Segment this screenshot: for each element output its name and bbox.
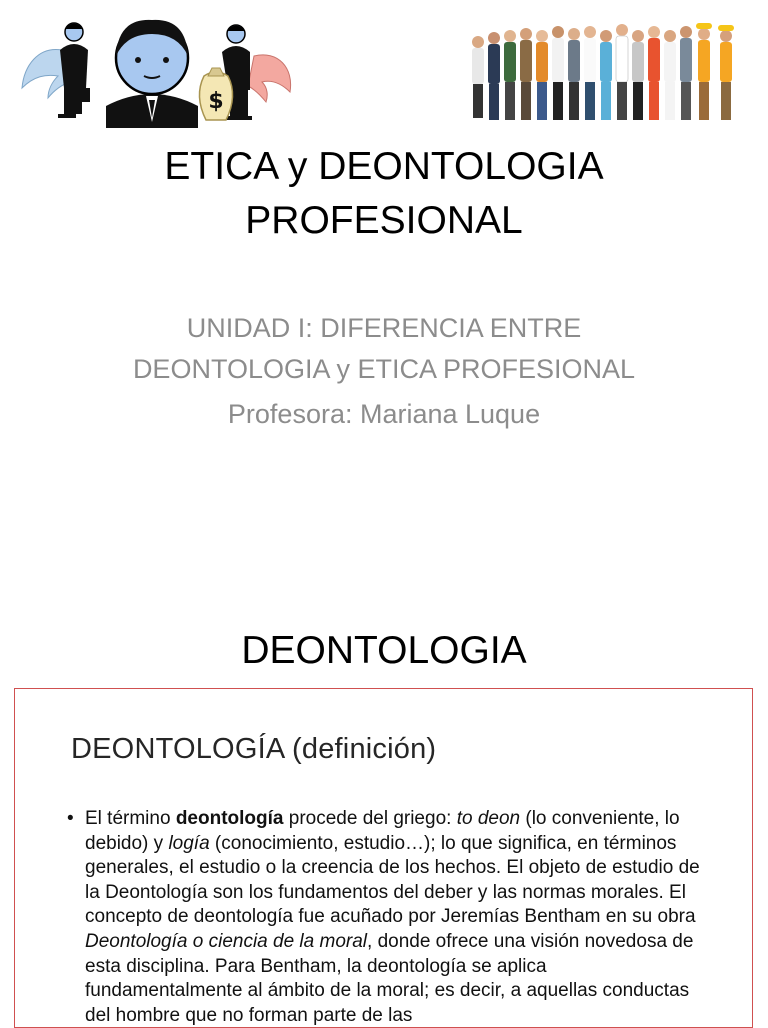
slide-title [84, 140, 684, 248]
term-logia: logía [168, 832, 210, 854]
subtitle-line-2: DEONTOLOGIA y ETICA PROFESIONAL [132, 354, 636, 384]
title-line-1: ETICA y DEONTOLOGIA [164, 145, 604, 188]
text-segment: , donde ofrece una visión novedosa de esta disciplina. Para Bentham, la deontología se aplica fundamentalmente al ámbito de la moral; es decir, a aquellas conductas del hombre que no forman parte de las [85, 930, 694, 1026]
embedded-slide-heading: DEONTOLOGÍA (definición) [71, 733, 437, 765]
embedded-slide-frame [14, 688, 753, 1028]
slide-subtitle [84, 308, 684, 434]
bullet-icon: • [67, 808, 74, 829]
text-segment: procede del griego: [283, 808, 457, 829]
text-segment: (lo conveniente, lo debido) y [85, 808, 680, 854]
subtitle-line-1: UNIDAD I: DIFERENCIA ENTRE [186, 313, 582, 343]
text-segment: El término [85, 808, 176, 829]
book-title: Deontología o ciencia de la moral [85, 930, 368, 952]
text-segment: (conocimiento, estudio…); lo que significa, en términos generales, el estudio o la creencia de los hechos. El objeto de estudio de la Deontología son los fundamentos del deber y las normas morales. El concepto de deontología fue acuñado por Jeremías Bentham en su obra [85, 832, 700, 928]
worker-figures [472, 23, 734, 120]
slide-2-title: DEONTOLOGIA [241, 629, 527, 672]
term-to-deon: to deon [456, 808, 521, 829]
professor-name: Profesora: Mariana Luque [227, 399, 541, 429]
title-line-2: PROFESIONAL [245, 199, 523, 242]
money-symbol: $ [208, 89, 224, 114]
definition-paragraph [67, 807, 707, 1028]
embedded-slide-body [67, 807, 707, 1028]
angel-devil-businessman-illustration [18, 10, 298, 128]
workers-group-illustration [464, 14, 748, 124]
term-deontologia: deontología [175, 808, 284, 829]
